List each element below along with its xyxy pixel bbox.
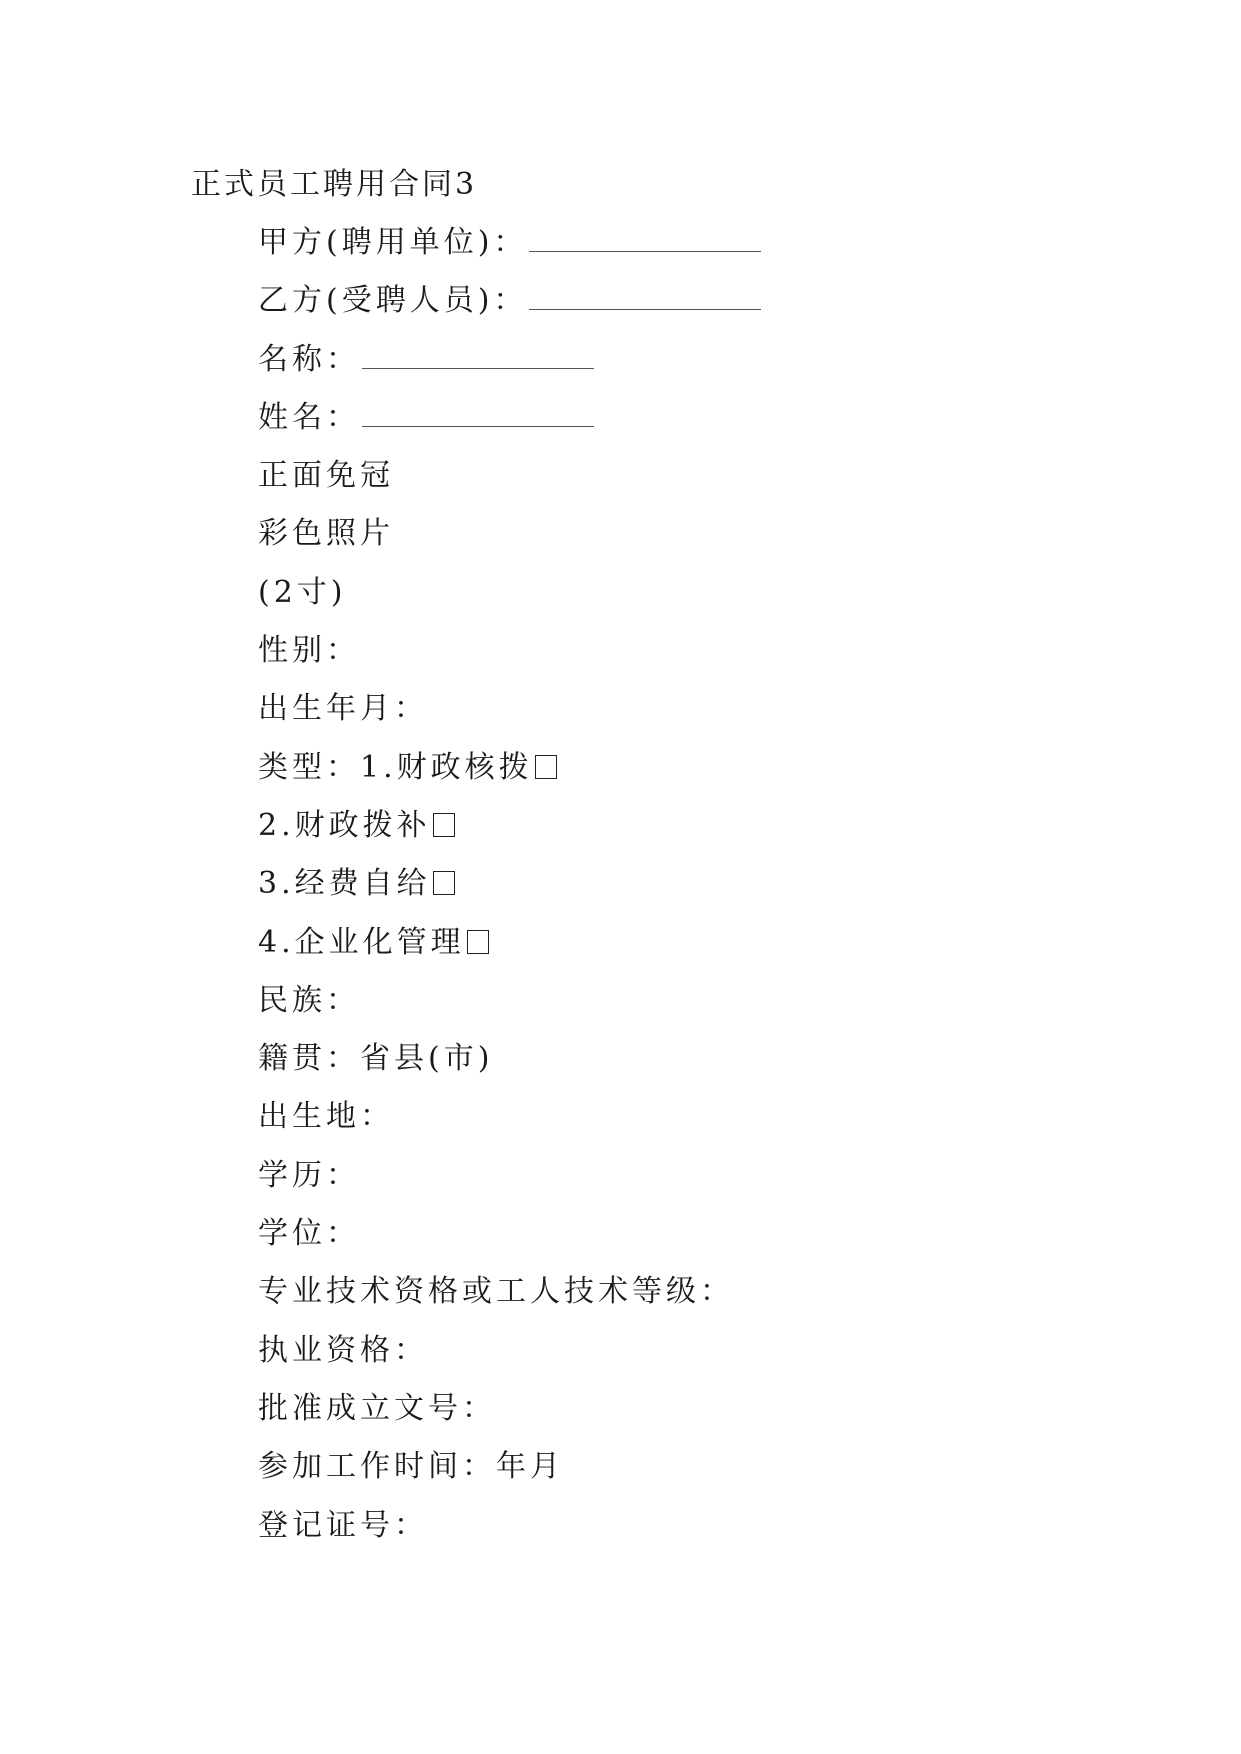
registration-number-line: 登记证号： — [258, 1507, 428, 1543]
gender-line: 性别： — [258, 633, 360, 669]
professional-qualification-line: 专业技术资格或工人技术等级： — [258, 1274, 734, 1310]
party-a-line — [258, 223, 1158, 281]
person-name-label: 姓名： — [258, 399, 360, 435]
party-a-blank — [529, 223, 761, 252]
type-option-1-label: 类型：1.财政核拨 — [258, 749, 533, 785]
org-name-blank — [362, 340, 594, 369]
birthplace-line: 出生地： — [258, 1099, 394, 1135]
person-name-blank — [362, 398, 594, 427]
document-title: 正式员工聘用合同3 — [191, 167, 478, 202]
type-option-4-label: 4.企业化管理 — [258, 924, 465, 960]
type-option-3-line — [258, 864, 1158, 922]
approval-document-number-line: 批准成立文号： — [258, 1390, 496, 1426]
type-option-1-line — [258, 748, 1158, 806]
org-name-label: 名称： — [258, 341, 360, 377]
work-start-date-line: 参加工作时间：年月 — [258, 1449, 564, 1485]
type-option-4-line — [258, 923, 1158, 981]
contract-form-lines — [258, 223, 1158, 1564]
practice-qualification-line: 执业资格： — [258, 1332, 428, 1368]
person-name-line — [258, 398, 1158, 456]
birth-date-line: 出生年月： — [258, 691, 428, 727]
type-option-4-checkbox[interactable] — [467, 930, 489, 954]
degree-line: 学位： — [258, 1216, 360, 1252]
education-line: 学历： — [258, 1157, 360, 1193]
type-option-3-label: 3.经费自给 — [258, 866, 431, 902]
type-option-2-checkbox[interactable] — [433, 813, 455, 837]
ethnicity-line: 民族： — [258, 982, 360, 1018]
party-a-label: 甲方(聘用单位)： — [258, 225, 528, 260]
photo-note-line-2: 彩色照片 — [258, 516, 394, 552]
type-option-2-label: 2.财政拨补 — [258, 807, 431, 843]
photo-note-line-1: 正面免冠 — [258, 458, 394, 494]
native-place-line: 籍贯：省县(市) — [258, 1041, 494, 1077]
party-b-label: 乙方(受聘人员)： — [258, 283, 528, 319]
org-name-line — [258, 340, 1158, 398]
party-b-line — [258, 281, 1158, 339]
party-b-blank — [529, 281, 761, 310]
type-option-2-line — [258, 806, 1158, 864]
type-option-3-checkbox[interactable] — [433, 871, 455, 895]
photo-size-line: (2寸) — [258, 574, 347, 610]
type-option-1-checkbox[interactable] — [535, 755, 557, 779]
